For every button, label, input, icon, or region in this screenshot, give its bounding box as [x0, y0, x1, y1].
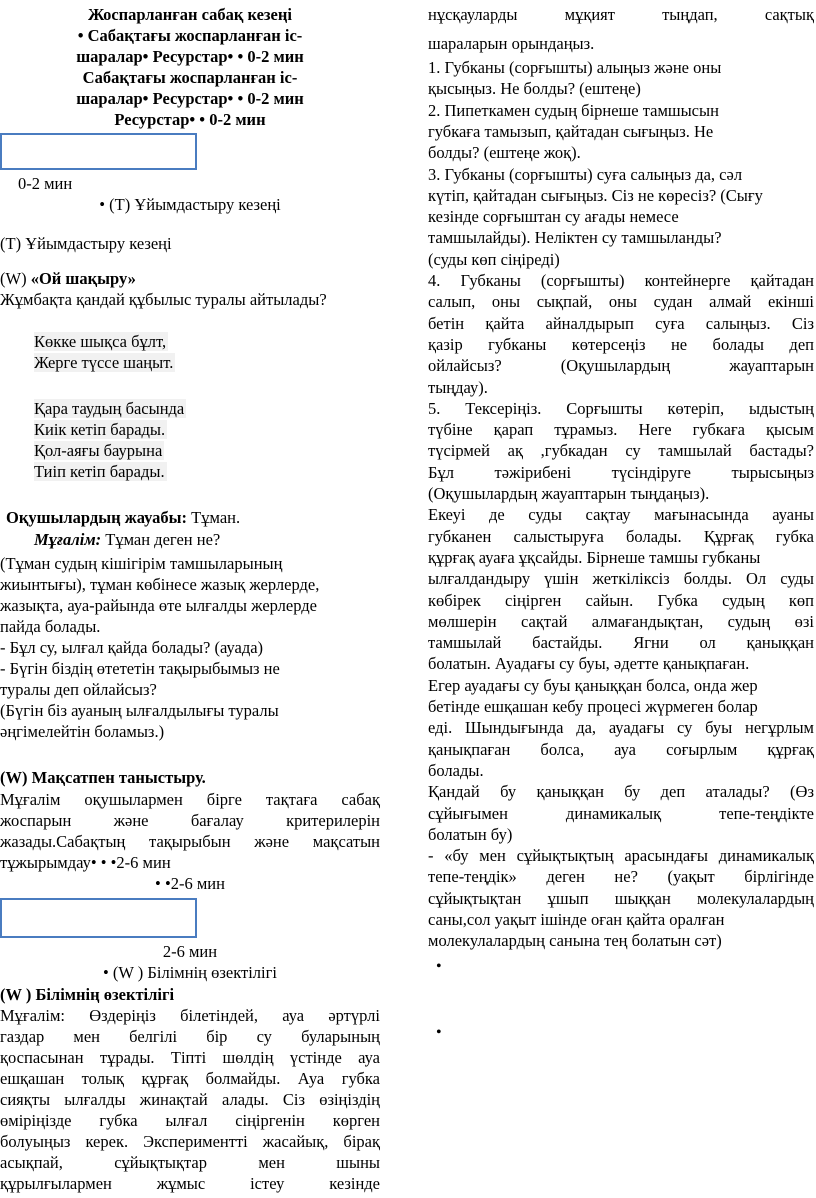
- explanation-line: (Тұман судың кішігірім тамшыларының: [0, 554, 283, 573]
- experiment-line: түбіне қарап тұрамыз. Неге губкаға қысым: [428, 420, 814, 440]
- time-label: • •2-6 мин: [155, 874, 225, 893]
- knowledge-line: қоспасынан тұрады. Тіпті шөлдің үстінде ауа: [0, 1048, 380, 1067]
- bullet-point: •: [436, 1024, 442, 1041]
- experiment-line: (суды көп сіңіреді): [428, 249, 560, 269]
- experiment-line: болады.: [428, 760, 484, 780]
- riddle-line: Көкке шықса бұлт,: [34, 332, 167, 351]
- experiment-line: саны,сол уақыт ішінде оған қайта оралған: [428, 910, 725, 929]
- experiment-line: бетінде ешқашан кебу процесі жүрмеген болар: [428, 697, 758, 716]
- experiment-line: тамшылайды). Неліктен су тамшыланды?: [428, 228, 722, 248]
- experiment-line: Егер ауадағы су буы қаныққан болса, онда жер: [428, 675, 758, 695]
- knowledge-line: сияқты ылғалды жинақтай алады. Сіз өзіңіздің: [0, 1090, 380, 1109]
- goal-heading: (W) Мақсатпен таныстыру.: [0, 768, 206, 787]
- plan-line-3: шаралар• Ресурстар• • 0-2 мин: [76, 47, 304, 66]
- plan-line-4: Сабақтағы жоспарланған іс-: [82, 68, 298, 87]
- experiment-line: қысыңыз. Не болды? (ештеңе): [428, 79, 641, 99]
- explanation-line: - Бүгін біздің өтететін тақырыбымыз не: [0, 659, 280, 678]
- explanation-line: жиынтығы), тұман көбінесе жазық жерлерде,: [0, 575, 320, 594]
- knowledge-line: ешқашан толық құрғақ болмайды. Ауа губка: [0, 1069, 380, 1088]
- explanation-line: (Бүгін біз ауаның ылғалдылығы туралы: [0, 701, 279, 720]
- experiment-line: көбірек сіңірген сайын. Губка судың көп: [428, 590, 814, 610]
- resource-box: [0, 898, 197, 938]
- experiment-line: сұйығымен динамикалық тепе-теңдікте: [428, 803, 814, 823]
- instruction-line: шараларын орындаңыз.: [428, 34, 595, 53]
- riddle-line: Қол-аяғы баурына: [34, 441, 163, 460]
- riddle-line: Қара таудың басында: [34, 399, 185, 418]
- experiment-line: болатын. Ауадағы су буы, әдетте қанықпаған.: [428, 654, 750, 674]
- experiment-line: тамшылай бастайды. Ягни ол қаныққан: [428, 633, 814, 653]
- knowledge-line: асықпай, сұйықтықтар мен шыны: [0, 1153, 380, 1172]
- time-label: 0-2 мин: [18, 174, 73, 193]
- goal-line: Мұғалім оқушылармен бірге тақтаға сабақ: [0, 790, 380, 809]
- experiment-line: ылғалдандыру үшін жеткіліксіз болды. Ол суды: [428, 569, 814, 589]
- experiment-line: бетін қайта айналдырып суға салыңыз. Сіз: [428, 313, 814, 333]
- think-call-heading: (W) «Ой шақыру»: [0, 269, 136, 288]
- knowledge-bullet: • (W ) Білімнің өзектілігі: [103, 963, 277, 982]
- plan-line-6: Ресурстар• • 0-2 мин: [114, 110, 266, 129]
- experiment-line: болды? (ештеңе жоқ).: [428, 143, 581, 163]
- experiment-line: тыңдау).: [428, 377, 488, 397]
- explanation-line: жазықта, ауа-райында өте ылғалды жерлерде: [0, 596, 317, 615]
- plan-line-2: • Сабақтағы жоспарланған іс-: [77, 26, 303, 45]
- experiment-line: күтіп, қайтадан сығыңыз. Сіз не көресіз? (Сығу: [428, 185, 763, 205]
- experiment-line: тепе-теңдік» деген не? (уақыт бірлігінде: [428, 867, 814, 887]
- org-stage: (Т) Ұйымдастыру кезеңі: [0, 234, 172, 253]
- explanation-line: пайда болады.: [0, 617, 101, 636]
- explanation-line: әңгімелейтін боламыз.): [0, 722, 165, 741]
- experiment-line: губкаға тамызып, қайтадан сығыңыз. Не: [428, 121, 714, 141]
- knowledge-line: Мұғалім: Өздеріңіз білетіндей, ауа әртүрлі: [0, 1006, 380, 1025]
- knowledge-line: құрылғылармен жұмыс істеу кезінде: [0, 1174, 380, 1193]
- experiment-line: 2. Пипеткамен судың бірнеше тамшысын: [428, 100, 719, 120]
- experiment-line: түсірмей ақ ,губкадан су тамшылай бастады?: [428, 441, 814, 461]
- experiment-line: болатын бу): [428, 824, 513, 844]
- experiment-line: Бұл тәжірибені түсіндіруге тырысыңыз: [428, 462, 814, 482]
- experiment-line: мөлшерін сақтай алмағандықтан, судың өзі: [428, 611, 814, 631]
- experiment-line: губканен салыстыруға болады. Құрғақ губка: [428, 526, 814, 546]
- riddle-line: Киік кетіп барады.: [34, 420, 166, 439]
- explanation-line: туралы деп ойлайсыз?: [0, 680, 157, 699]
- riddle-intro: Жұмбақта қандай құбылыс туралы айтылады?: [0, 290, 327, 309]
- experiment-line: (Оқушылардың жауаптарын тыңдаңыз).: [428, 484, 710, 503]
- plan-heading: Жоспарланған сабақ кезеңі: [88, 5, 292, 24]
- experiment-line: 5. Тексеріңіз. Сорғышты көтеріп, ыдыстың: [428, 398, 814, 418]
- experiment-line: салып, оны сықпай, оны судан алмай екінші: [428, 292, 814, 312]
- time-label: 2-6 мин: [162, 942, 218, 961]
- goal-line: тұжырымдау• • •2-6 мин: [0, 853, 171, 872]
- instruction-line: нұсқауларды мұқият тыңдап, сақтық: [428, 5, 814, 24]
- knowledge-heading: (W ) Білімнің өзектілігі: [0, 985, 175, 1004]
- experiment-line: кезінде сорғыштан су ағады немесе: [428, 207, 679, 227]
- experiment-line: молекулалардың санына тең болатын сәт): [428, 931, 722, 951]
- experiment-line: құрғақ ауаға ұқсайды. Бірнеше тамшы губканы: [428, 547, 761, 567]
- experiment-line: - «бу мен сұйықтықтың арасындағы динамикалық: [428, 846, 814, 866]
- bullet-point: •: [436, 958, 442, 975]
- experiment-line: ойлайсыз? (Оқушылардың жауаптарын: [428, 356, 814, 376]
- riddle-line: Тиіп кетіп барады.: [34, 462, 165, 481]
- experiment-line: сұйықтықтан ұшып шыққан молекулалардың: [428, 888, 814, 908]
- student-answer: Оқушылардың жауабы: Тұман.: [6, 508, 241, 527]
- experiment-line: еді. Шындығында да, ауадағы су буы негұрлым: [428, 718, 814, 738]
- experiment-line: қазір губканы көтерсеңіз не болады деп: [428, 334, 814, 354]
- experiment-line: қанықпаған болса, ауа соғырлым құрғақ: [428, 739, 814, 759]
- teacher-question: Мұғалім: Тұман деген не?: [34, 530, 221, 549]
- experiment-line: Қандай бу қаныққан бу деп аталады? (Өз: [428, 782, 814, 802]
- resource-box: [0, 133, 197, 170]
- experiment-line: 4. Губканы (сорғышты) контейнерге қайтадан: [428, 271, 814, 290]
- plan-line-5: шаралар• Ресурстар• • 0-2 мин: [76, 89, 304, 108]
- goal-line: жазады.Сабақтың тақырыбын және мақсатын: [0, 832, 380, 851]
- knowledge-line: өміріңізде губка ылғал сіңіргенін көрген: [0, 1111, 380, 1130]
- riddle-line: Жерге түссе шаңыт.: [34, 353, 174, 372]
- goal-line: жоспарын және бағалау критерилерін: [0, 811, 380, 830]
- org-stage-bullet: • (Т) Ұйымдастыру кезеңі: [99, 195, 281, 214]
- knowledge-line: газдар мен белгілі бір су буларының: [0, 1027, 380, 1046]
- experiment-line: 3. Губканы (сорғышты) суға салыңыз да, сәл: [428, 164, 743, 184]
- knowledge-line: болуыңыз керек. Экспериментті жасайық, бірақ: [0, 1132, 380, 1151]
- experiment-line: 1. Губканы (сорғышты) алыңыз және оны: [428, 58, 722, 77]
- experiment-line: Екеуі де суды сақтау мағынасында ауаны: [428, 505, 814, 525]
- explanation-line: - Бұл су, ылғал қайда болады? (ауада): [0, 638, 264, 657]
